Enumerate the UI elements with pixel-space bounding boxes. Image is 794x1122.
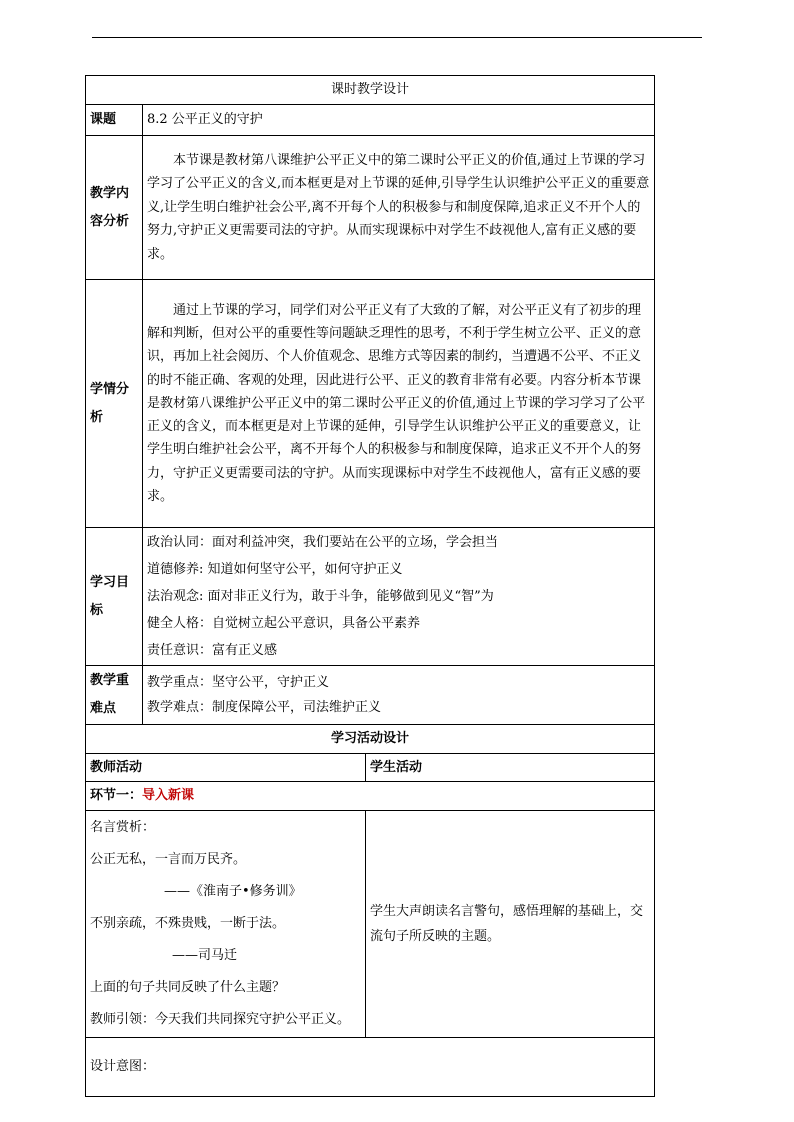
student-activity-header: 学生活动 xyxy=(366,754,655,782)
step-one-cell xyxy=(86,782,655,811)
teacher-line: 上面的句子共同反映了什么主题？ xyxy=(90,980,286,995)
objective-item: 道德修养: 知道如何坚守公平，如何守护正义 xyxy=(147,562,403,577)
step-prefix: 环节一： xyxy=(90,788,143,803)
teacher-line: 教师引领：今天我们共同探究守护公平正义。 xyxy=(90,1012,351,1027)
teacher-activity-header: 教师活动 xyxy=(86,754,366,782)
student-analysis-label: 学情分析 xyxy=(86,280,143,528)
table-title: 课时教学设计 xyxy=(86,76,655,105)
topic-value: 8.2 公平正义的守护 xyxy=(143,105,655,136)
objective-item: 健全人格：自觉树立起公平意识，具备公平素养 xyxy=(147,616,421,631)
key-point-item: 教学重点：坚守公平，守护正义 xyxy=(147,675,330,690)
objective-item: 法治观念: 面对非正义行为，敢于斗争，能够做到见义“智”为 xyxy=(147,589,494,604)
design-intent-cell xyxy=(86,1038,655,1097)
teacher-line: 名言赏析： xyxy=(90,820,156,835)
student-activity-cell xyxy=(366,811,655,1038)
teacher-activity-cell xyxy=(86,811,366,1038)
activity-design-title-row xyxy=(86,725,655,754)
objectives-cell xyxy=(143,528,655,666)
objectives-label: 学习目标 xyxy=(86,528,143,666)
student-analysis-cell xyxy=(143,280,655,528)
table-title-row xyxy=(86,76,655,105)
student-analysis-row xyxy=(86,280,655,528)
activity-design-title: 学习活动设计 xyxy=(86,725,655,754)
key-points-row xyxy=(86,666,655,725)
objectives-row xyxy=(86,528,655,666)
key-points-cell xyxy=(143,666,655,725)
teacher-line: ——《淮南子•修务训》 xyxy=(164,884,302,899)
step-one-activity-row xyxy=(86,811,655,1038)
content-analysis-row xyxy=(86,136,655,280)
student-activity-text: 学生大声朗读名言警句，感悟理解的基础上，交流句子所反映的主题。 xyxy=(370,904,644,944)
activity-header-row xyxy=(86,754,655,782)
step-one-row xyxy=(86,782,655,811)
topic-row xyxy=(86,105,655,136)
design-intent-row xyxy=(86,1038,655,1097)
lesson-design-table xyxy=(85,75,655,1097)
step-name: 导入新课 xyxy=(142,788,195,803)
topic-label: 课题 xyxy=(86,105,143,136)
key-point-item: 教学难点：制度保障公平，司法维护正义 xyxy=(147,700,382,715)
content-analysis-cell xyxy=(143,136,655,280)
header-rule xyxy=(92,37,702,38)
key-points-label: 教学重难点 xyxy=(86,666,143,725)
content-analysis-label: 教学内容分析 xyxy=(86,136,143,280)
objective-item: 责任意识：富有正义感 xyxy=(147,643,278,658)
objective-item: 政治认同：面对利益冲突，我们要站在公平的立场，学会担当 xyxy=(147,535,499,550)
teacher-line: 公正无私，一言而万民齐。 xyxy=(90,852,247,867)
teacher-line: 不别亲疏，不殊贵贱，一断于法。 xyxy=(90,916,286,931)
teacher-line: ——司马迁 xyxy=(172,948,238,963)
design-intent-label: 设计意图： xyxy=(90,1059,156,1074)
content-analysis-text: 本节课是教材第八课维护公平正义中的第二课时公平正义的价值,通过上节课的学习学习了公平正义的含义,而本框更是对上节课的延伸,引导学生认识维护公平正义的重要意义,让学生明白维护社会公平,离不开每个人的积极参与和制度保障,追求正义不开个人的努力,守护正义更需要司法的守护。从而实现课标中对学生不歧视他人,富有正义感的要求。 xyxy=(147,152,650,262)
student-analysis-text: 通过上节课的学习，同学们对公平正义有了大致的了解，对公平正义有了初步的理解和判断，但对公平的重要性等问题缺乏理性的思考，不利于学生树立公平、正义的意识，再加上社会阅历、个人价值观念、思维方式等因素的制约，当遭遇不公平、不正义的时不能正确、客观的处理，因此进行公平、正义的教育非常有必要。内容分析本节课是教材第八课维护公平正义中的第二课时公平正义的价值,通过上节课的学习学习了公平正义的含义，而本框更是对上节课的延伸，引导学生认识维护公平正义的重要意义，让学生明白维护社会公平，离不开每个人的积极参与和制度保障，追求正义不开个人的努力，守护正义更需要司法的守护。从而实现课标中对学生不歧视他人，富有正义感的要求。 xyxy=(147,302,646,505)
